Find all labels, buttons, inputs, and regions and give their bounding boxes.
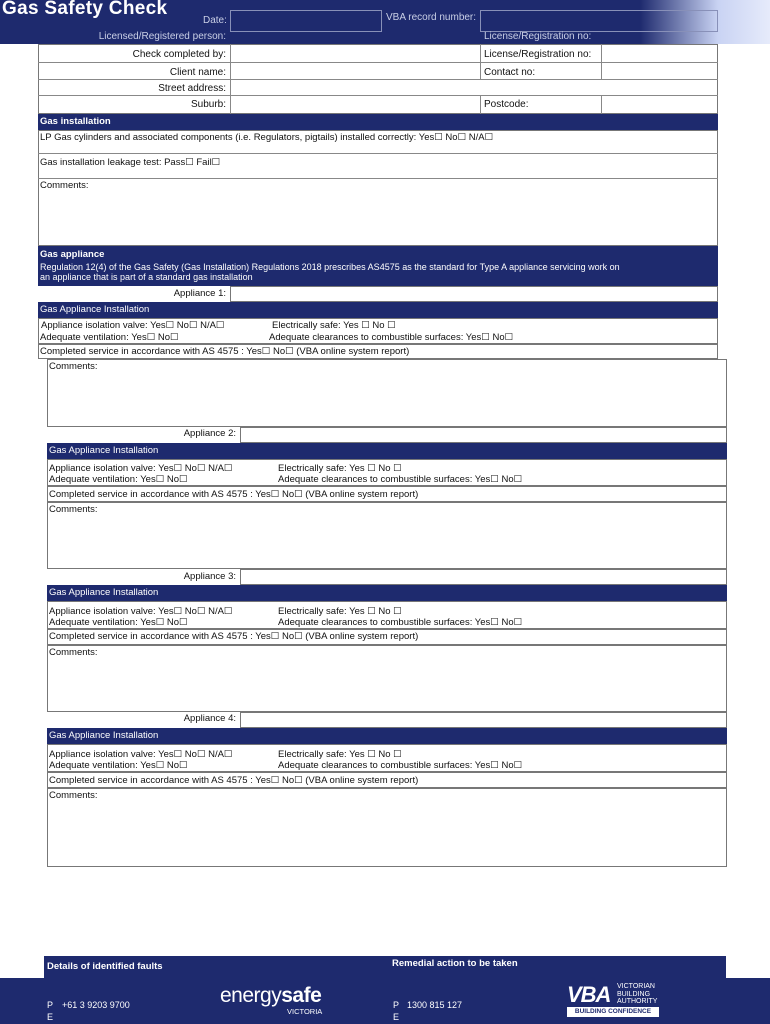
footer-right-e: E bbox=[393, 1012, 400, 1022]
appliance-1-comments-label: Comments: bbox=[49, 361, 98, 372]
installation-comments-label: Comments: bbox=[40, 180, 89, 191]
vba-record-field[interactable] bbox=[480, 10, 718, 32]
regulation-line-2: an appliance that is part of a standard gas installation bbox=[40, 272, 253, 282]
check-completed-by-label: Check completed by: bbox=[132, 49, 226, 60]
licensed-person-label: Licensed/Registered person: bbox=[98, 31, 226, 42]
energysafe-logo bbox=[220, 984, 321, 1008]
appliance-4-isolation[interactable]: Appliance isolation valve: Yes☐ No☐ N/A☐ bbox=[49, 749, 233, 760]
logo-safe: safe bbox=[281, 984, 322, 1007]
contact-no-label: Contact no: bbox=[484, 67, 536, 78]
appliance-1-isolation[interactable]: Appliance isolation valve: Yes☐ No☐ N/A☐ bbox=[41, 320, 225, 331]
appliance-3-ventilation[interactable]: Adequate ventilation: Yes☐ No☐ bbox=[49, 617, 188, 628]
contact-no-field[interactable] bbox=[602, 63, 717, 79]
suburb-field[interactable] bbox=[231, 96, 479, 113]
appliance-2-comments-label: Comments: bbox=[49, 504, 98, 515]
grid-col-divider bbox=[480, 44, 481, 79]
footer-left-p: P bbox=[47, 1000, 54, 1010]
appliance-3-clearances[interactable]: Adequate clearances to combustible surfaces: Yes☐ No☐ bbox=[278, 617, 523, 628]
appliance-4-label: Appliance 4: bbox=[183, 713, 236, 724]
appliance-1-clearances[interactable]: Adequate clearances to combustible surfaces: Yes☐ No☐ bbox=[269, 332, 514, 343]
appliance-1-electrical[interactable]: Electrically safe: Yes ☐ No ☐ bbox=[272, 320, 396, 331]
appliance-4-clearances[interactable]: Adequate clearances to combustible surfaces: Yes☐ No☐ bbox=[278, 760, 523, 771]
regulation-line-1: Regulation 12(4) of the Gas Safety (Gas Installation) Regulations 2018 prescribes AS4575 as the standard for Type A appliance servicing work on bbox=[40, 262, 620, 272]
appliance-2-clearances[interactable]: Adequate clearances to combustible surfaces: Yes☐ No☐ bbox=[278, 474, 523, 485]
appliance-2-service[interactable]: Completed service in accordance with AS 4575 : Yes☐ No☐ (VBA online system report) bbox=[49, 489, 419, 500]
license-no-top-label: License/Registration no: bbox=[484, 31, 592, 42]
postcode-field[interactable] bbox=[602, 96, 717, 113]
faults-details-label: Details of identified faults bbox=[47, 961, 163, 972]
appliance-1-service[interactable]: Completed service in accordance with AS 4575 : Yes☐ No☐ (VBA online system report) bbox=[40, 346, 410, 357]
appliance-4-comments-label: Comments: bbox=[49, 790, 98, 801]
date-field[interactable] bbox=[230, 10, 382, 32]
appliance-2-isolation[interactable]: Appliance isolation valve: Yes☐ No☐ N/A☐ bbox=[49, 463, 233, 474]
appliance-3-field[interactable] bbox=[240, 569, 727, 585]
appliance-1-ventilation[interactable]: Adequate ventilation: Yes☐ No☐ bbox=[40, 332, 179, 343]
appliance-1-label: Appliance 1: bbox=[173, 288, 226, 299]
vba-line-1: VICTORIAN bbox=[617, 983, 655, 990]
street-address-label: Street address: bbox=[158, 83, 226, 94]
page-title: Gas Safety Check bbox=[2, 0, 168, 19]
appliance-2-field[interactable] bbox=[240, 427, 727, 443]
grid-col-divider bbox=[480, 95, 481, 114]
appliance-3-label: Appliance 3: bbox=[183, 571, 236, 582]
row-divider bbox=[38, 153, 718, 154]
appliance-4-electrical[interactable]: Electrically safe: Yes ☐ No ☐ bbox=[278, 749, 402, 760]
appliance-2-comments-field[interactable] bbox=[47, 502, 727, 569]
gas-appliance-title: Gas appliance bbox=[40, 249, 105, 260]
appliance-4-service[interactable]: Completed service in accordance with AS 4575 : Yes☐ No☐ (VBA online system report) bbox=[49, 775, 419, 786]
appliance-3-section: Gas Appliance Installation bbox=[47, 585, 727, 601]
vba-line-3: AUTHORITY bbox=[617, 998, 658, 1005]
gas-installation-heading: Gas installation bbox=[38, 114, 718, 130]
suburb-label: Suburb: bbox=[190, 99, 226, 110]
vba-tagline: BUILDING CONFIDENCE bbox=[567, 1007, 659, 1017]
appliance-4-field[interactable] bbox=[240, 712, 727, 728]
appliance-1-field[interactable] bbox=[230, 286, 718, 302]
footer-right-p: P bbox=[393, 1000, 400, 1010]
appliance-4-ventilation[interactable]: Adequate ventilation: Yes☐ No☐ bbox=[49, 760, 188, 771]
appliance-3-comments-label: Comments: bbox=[49, 647, 98, 658]
cylinders-check[interactable]: LP Gas cylinders and associated components (i.e. Regulators, pigtails) installed correctly: Yes☐ No☐ N/A☐ bbox=[40, 132, 494, 143]
appliance-3-service[interactable]: Completed service in accordance with AS 4575 : Yes☐ No☐ (VBA online system report) bbox=[49, 631, 419, 642]
footer-left-phone: +61 3 9203 9700 bbox=[62, 1000, 130, 1010]
appliance-4-comments-field[interactable] bbox=[47, 788, 727, 867]
check-completed-by-field[interactable] bbox=[231, 45, 479, 62]
vba-logo-mark: VBA bbox=[567, 982, 611, 1007]
license-no-field[interactable] bbox=[602, 45, 717, 62]
client-name-field[interactable] bbox=[231, 63, 479, 79]
appliance-2-ventilation[interactable]: Adequate ventilation: Yes☐ No☐ bbox=[49, 474, 188, 485]
logo-energy: energy bbox=[220, 984, 282, 1007]
client-name-label: Client name: bbox=[169, 67, 226, 78]
appliance-3-electrical[interactable]: Electrically safe: Yes ☐ No ☐ bbox=[278, 606, 402, 617]
leakage-test-check[interactable]: Gas installation leakage test: Pass☐ Fail☐ bbox=[40, 157, 221, 168]
appliance-1-section: Gas Appliance Installation bbox=[38, 302, 718, 318]
appliance-2-electrical[interactable]: Electrically safe: Yes ☐ No ☐ bbox=[278, 463, 402, 474]
vba-record-label: VBA record number: bbox=[386, 12, 477, 23]
footer-right-phone: 1300 815 127 bbox=[407, 1000, 463, 1010]
appliance-3-isolation[interactable]: Appliance isolation valve: Yes☐ No☐ N/A☐ bbox=[49, 606, 233, 617]
appliance-3-comments-field[interactable] bbox=[47, 645, 727, 712]
footer-left-e: E bbox=[47, 1012, 54, 1022]
license-no-label: License/Registration no: bbox=[484, 49, 592, 60]
appliance-2-section: Gas Appliance Installation bbox=[47, 443, 727, 459]
logo-victoria: VICTORIA bbox=[287, 1007, 323, 1016]
row-divider bbox=[38, 178, 718, 179]
remedial-action-label: Remedial action to be taken bbox=[392, 958, 518, 969]
postcode-label: Postcode: bbox=[484, 99, 529, 110]
appliance-4-section: Gas Appliance Installation bbox=[47, 728, 727, 744]
vba-logo-text bbox=[617, 983, 657, 1006]
appliance-1-comments-field[interactable] bbox=[47, 359, 727, 427]
appliance-2-label: Appliance 2: bbox=[183, 428, 236, 439]
street-address-field[interactable] bbox=[231, 80, 717, 95]
date-label: Date: bbox=[203, 15, 227, 26]
installation-comments-field[interactable] bbox=[39, 192, 717, 245]
vba-line-2: BUILDING bbox=[617, 990, 651, 998]
gas-appliance-heading bbox=[38, 246, 718, 286]
